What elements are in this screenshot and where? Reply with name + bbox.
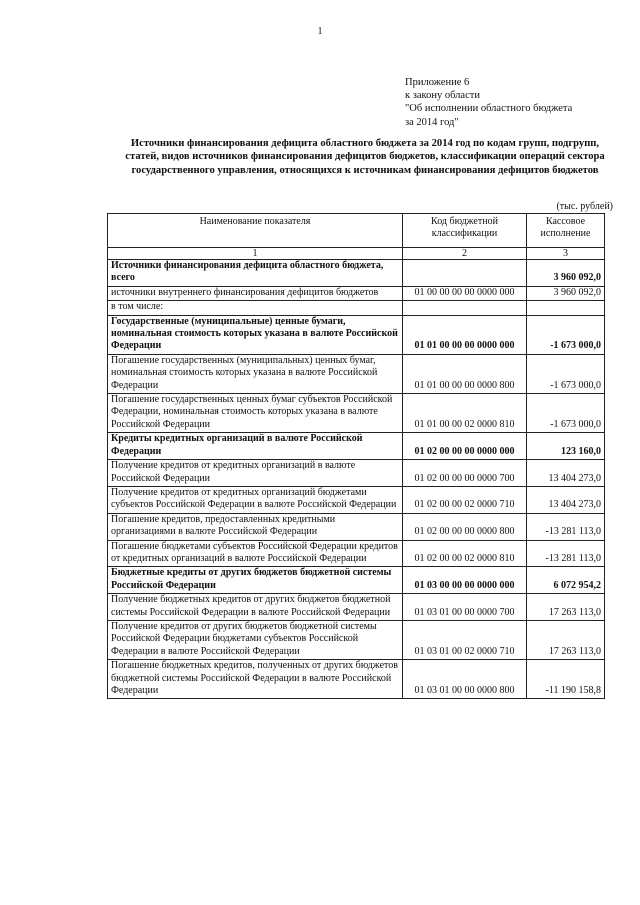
row-code-cell: 01 02 00 00 02 0000 810 <box>403 540 527 567</box>
appendix-line: за 2014 год" <box>405 116 459 128</box>
row-name-cell: Получение кредитов от кредитных организаций в валюте Российской Федерации <box>108 460 403 487</box>
row-name-cell: Погашение кредитов, предоставленных кредитными организациями в валюте Российской Федерации <box>108 513 403 540</box>
units-label: (тыс. рублей) <box>556 201 613 212</box>
row-code-cell: 01 00 00 00 00 0000 000 <box>403 286 527 300</box>
row-name-cell: источники внутреннего финансирования дефицитов бюджетов <box>108 286 403 300</box>
row-code-cell <box>403 260 527 287</box>
row-code-cell: 01 02 00 00 00 0000 800 <box>403 513 527 540</box>
table-row <box>108 660 605 699</box>
row-code-cell: 01 02 00 00 00 0000 000 <box>403 433 527 460</box>
row-name-cell: Погашение государственных ценных бумаг субъектов Российской Федерации, номинальная стоимость которых указана в валюте Российской Федерации <box>108 394 403 433</box>
row-name-cell: Источники финансирования дефицита областного бюджета, всего <box>108 260 403 287</box>
row-code-cell: 01 03 01 00 00 0000 700 <box>403 594 527 621</box>
header-code: Код бюджетной классификации <box>403 214 527 248</box>
row-amount-cell: 6 072 954,2 <box>527 567 605 594</box>
document-title: Источники финансирования дефицита областного бюджета за 2014 год по кодам групп, подгрупп, статей, видов источников финансирования дефицитов бюджетов, классификации операций сектора государственного управления, относящихся к источникам финансирования дефицитов бюджетов <box>125 138 605 176</box>
row-name-cell: Бюджетные кредиты от других бюджетов бюджетной системы Российской Федерации <box>108 567 403 594</box>
row-code-cell: 01 01 00 00 00 0000 800 <box>403 354 527 393</box>
financing-table <box>107 213 605 699</box>
row-code-cell: 01 03 00 00 00 0000 000 <box>403 567 527 594</box>
table-header-row <box>108 214 605 248</box>
appendix-line: к закону области <box>405 90 480 102</box>
table-row <box>108 540 605 567</box>
row-amount-cell: -13 281 113,0 <box>527 513 605 540</box>
row-code-cell: 01 01 00 00 02 0000 810 <box>403 394 527 433</box>
table-row <box>108 394 605 433</box>
row-amount-cell: -11 190 158,8 <box>527 660 605 699</box>
row-code-cell: 01 02 00 00 02 0000 710 <box>403 486 527 513</box>
row-name-cell: в том числе: <box>108 301 403 315</box>
row-amount-cell: 3 960 092,0 <box>527 260 605 287</box>
row-amount-cell: -1 673 000,0 <box>527 394 605 433</box>
row-name-cell: Погашение бюджетных кредитов, полученных от других бюджетов бюджетной системы Российской Федерации в валюте Российской Федерации <box>108 660 403 699</box>
row-amount-cell <box>527 301 605 315</box>
row-amount-cell: 17 263 113,0 <box>527 620 605 659</box>
appendix-line: Приложение 6 <box>405 77 470 88</box>
row-amount-cell: -13 281 113,0 <box>527 540 605 567</box>
row-name-cell: Кредиты кредитных организаций в валюте Российской Федерации <box>108 433 403 460</box>
row-code-cell: 01 02 00 00 00 0000 700 <box>403 460 527 487</box>
row-code-cell: 01 03 01 00 02 0000 710 <box>403 620 527 659</box>
row-name-cell: Получение кредитов от других бюджетов бюджетной системы Российской Федерации бюджетами субъектов Российской Федерации в валюте Российской Федерации <box>108 620 403 659</box>
table-row <box>108 513 605 540</box>
row-name-cell: Получение кредитов от кредитных организаций бюджетами субъектов Российской Федерации в валюте Российской Федерации <box>108 486 403 513</box>
header-name: Наименование показателя <box>108 214 403 248</box>
table-row <box>108 260 605 287</box>
row-amount-cell: 17 263 113,0 <box>527 594 605 621</box>
column-number: 1 <box>108 248 403 260</box>
row-name-cell: Получение бюджетных кредитов от других бюджетов бюджетной системы Российской Федерации в валюте Российской Федерации <box>108 594 403 621</box>
table-body <box>108 214 605 699</box>
row-amount-cell: 13 404 273,0 <box>527 486 605 513</box>
table-row <box>108 286 605 300</box>
column-number: 2 <box>403 248 527 260</box>
row-code-cell: 01 01 00 00 00 0000 000 <box>403 315 527 354</box>
row-amount-cell: 13 404 273,0 <box>527 460 605 487</box>
page-number: 1 <box>317 26 323 37</box>
row-name-cell: Государственные (муниципальные) ценные бумаги, номинальная стоимость которых указана в валюте Российской Федерации <box>108 315 403 354</box>
column-number: 3 <box>527 248 605 260</box>
table-row <box>108 301 605 315</box>
table-row <box>108 620 605 659</box>
table-row <box>108 433 605 460</box>
table-row <box>108 315 605 354</box>
row-amount-cell: -1 673 000,0 <box>527 354 605 393</box>
table-row <box>108 567 605 594</box>
row-amount-cell: -1 673 000,0 <box>527 315 605 354</box>
row-amount-cell: 3 960 092,0 <box>527 286 605 300</box>
header-amount: Кассовое исполнение <box>527 214 605 248</box>
appendix-line: "Об исполнении областного бюджета <box>405 103 573 115</box>
table-row <box>108 486 605 513</box>
table-row <box>108 354 605 393</box>
table-row <box>108 594 605 621</box>
row-amount-cell: 123 160,0 <box>527 433 605 460</box>
row-name-cell: Погашение государственных (муниципальных) ценных бумаг, номинальная стоимость которых указана в валюте Российской Федерации <box>108 354 403 393</box>
row-code-cell <box>403 301 527 315</box>
row-name-cell: Погашение бюджетами субъектов Российской Федерации кредитов от кредитных организаций в валюте Российской Федерации <box>108 540 403 567</box>
column-number-row <box>108 248 605 260</box>
table-row <box>108 460 605 487</box>
appendix-block <box>405 76 572 129</box>
row-code-cell: 01 03 01 00 00 0000 800 <box>403 660 527 699</box>
